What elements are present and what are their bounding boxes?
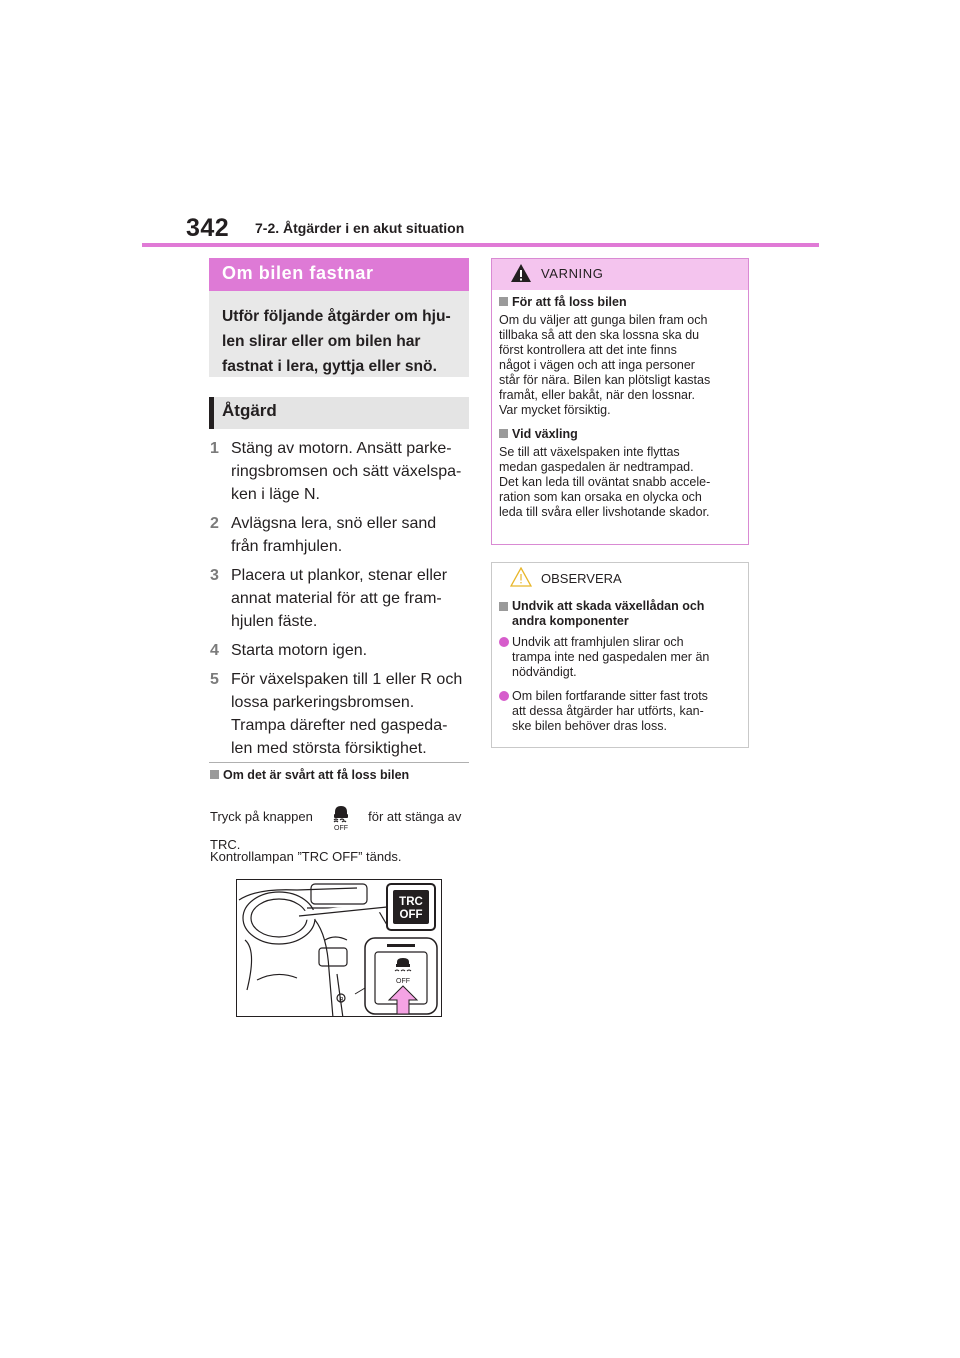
intro-text: Utför följande åtgärder om hju- len slirar eller om bilen har fastnat i lera, gyttja eller snö. [222, 308, 451, 375]
notice-title: OBSERVERA [541, 571, 622, 586]
indicator-label-trc: TRC [399, 896, 423, 908]
steps-list [210, 437, 470, 766]
note-text-before: Tryck på knappen [210, 809, 313, 824]
warning-heading-text: För att få loss bilen [512, 295, 627, 309]
square-bullet-icon [499, 602, 508, 611]
square-bullet-icon [499, 297, 508, 306]
notice-heading [499, 599, 741, 629]
svg-text:OFF: OFF [334, 825, 349, 831]
step-item [210, 564, 470, 633]
note-heading-text: Om det är svårt att få loss bilen [223, 768, 410, 782]
warning-triangle-icon [510, 263, 532, 283]
step-number: 5 [210, 671, 219, 688]
warning-body [492, 290, 748, 520]
note-divider [209, 762, 469, 763]
notice-bullet-text: Om bilen fortfarande sitter fast trots att dessa åtgärder har utförts, kan- ske bilen behöver dras loss. [512, 689, 708, 733]
intro-box [209, 291, 469, 377]
step-text: Avlägsna lera, snö eller sand från framhjulen. [231, 515, 437, 555]
square-bullet-icon [210, 770, 219, 779]
step-text: För växelspaken till 1 eller R och lossa parkeringsbromsen. Trampa därefter ned gaspeda- len med största försiktighet. [231, 671, 463, 757]
dashboard-drawing [237, 880, 442, 1017]
notice-bullet [499, 689, 741, 734]
notice-box [491, 562, 749, 748]
bullet-dot-icon [499, 637, 509, 647]
note-text-end: TRC. [210, 837, 241, 852]
section-title: 7-2. Åtgärder i en akut situation [255, 220, 465, 236]
switch-off-label: OFF [396, 978, 410, 985]
indicator-label-off: OFF [399, 909, 423, 921]
warning-box [491, 258, 749, 545]
page-number: 342 [186, 214, 230, 242]
notice-heading-text: Undvik att skada växellådan och andra komponenter [512, 599, 705, 628]
step-item [210, 668, 470, 760]
indicator-note: Kontrollampan ”TRC OFF” tänds. [210, 849, 402, 864]
notice-bullet [499, 635, 741, 680]
warning-header [492, 259, 748, 290]
step-item [210, 437, 470, 506]
note-text-after: för att stänga av [368, 809, 462, 824]
notice-bullet-text: Undvik att framhjulen slirar och trampa inte ned gaspedalen mer än nödvändigt. [512, 635, 710, 679]
warning-text: Om du väljer att gunga bilen fram och tillbaka så att den ska lossna ska du först kontrollera att det inte finns något i vägen och att inga personer står för nära. Bilen kan plötsligt kastas framåt, eller bakåt, när den lossnar. Var mycket försiktig. [499, 313, 711, 417]
notice-body [492, 594, 748, 734]
warning-heading [499, 295, 741, 310]
subheading: Åtgärd [209, 397, 469, 429]
warning-text: Se till att växelspaken inte flyttas medan gaspedalen är nedtrampad. Det kan leda till oväntat snabb accele- ration som kan orsaka en olycka och leda till svåra eller livshotande skador. [499, 445, 711, 519]
step-number: 2 [210, 515, 219, 532]
step-text: Placera ut plankor, stenar eller annat material för att ge fram- hjulen fäste. [231, 567, 448, 630]
section-banner: Om bilen fastnar [209, 258, 469, 291]
dashboard-illustration [236, 879, 442, 1017]
step-text: Stäng av motorn. Ansätt parke- ringsbromsen och sätt växelspa- ken i läge N. [231, 440, 462, 503]
step-item [210, 512, 470, 558]
note-heading [210, 768, 409, 782]
header-rule [142, 243, 819, 247]
step-number: 1 [210, 440, 219, 457]
step-number: 3 [210, 567, 219, 584]
callout-b-label: B [339, 997, 344, 1004]
trc-off-button-icon [328, 803, 354, 831]
caution-triangle-icon [510, 567, 532, 587]
step-number: 4 [210, 642, 219, 659]
bullet-dot-icon [499, 691, 509, 701]
warning-title: VARNING [541, 266, 604, 281]
warning-heading-text: Vid växling [512, 427, 578, 441]
step-text: Starta motorn igen. [231, 642, 368, 659]
square-bullet-icon [499, 429, 508, 438]
notice-header [492, 563, 748, 594]
step-item [210, 639, 470, 662]
warning-heading [499, 427, 741, 442]
